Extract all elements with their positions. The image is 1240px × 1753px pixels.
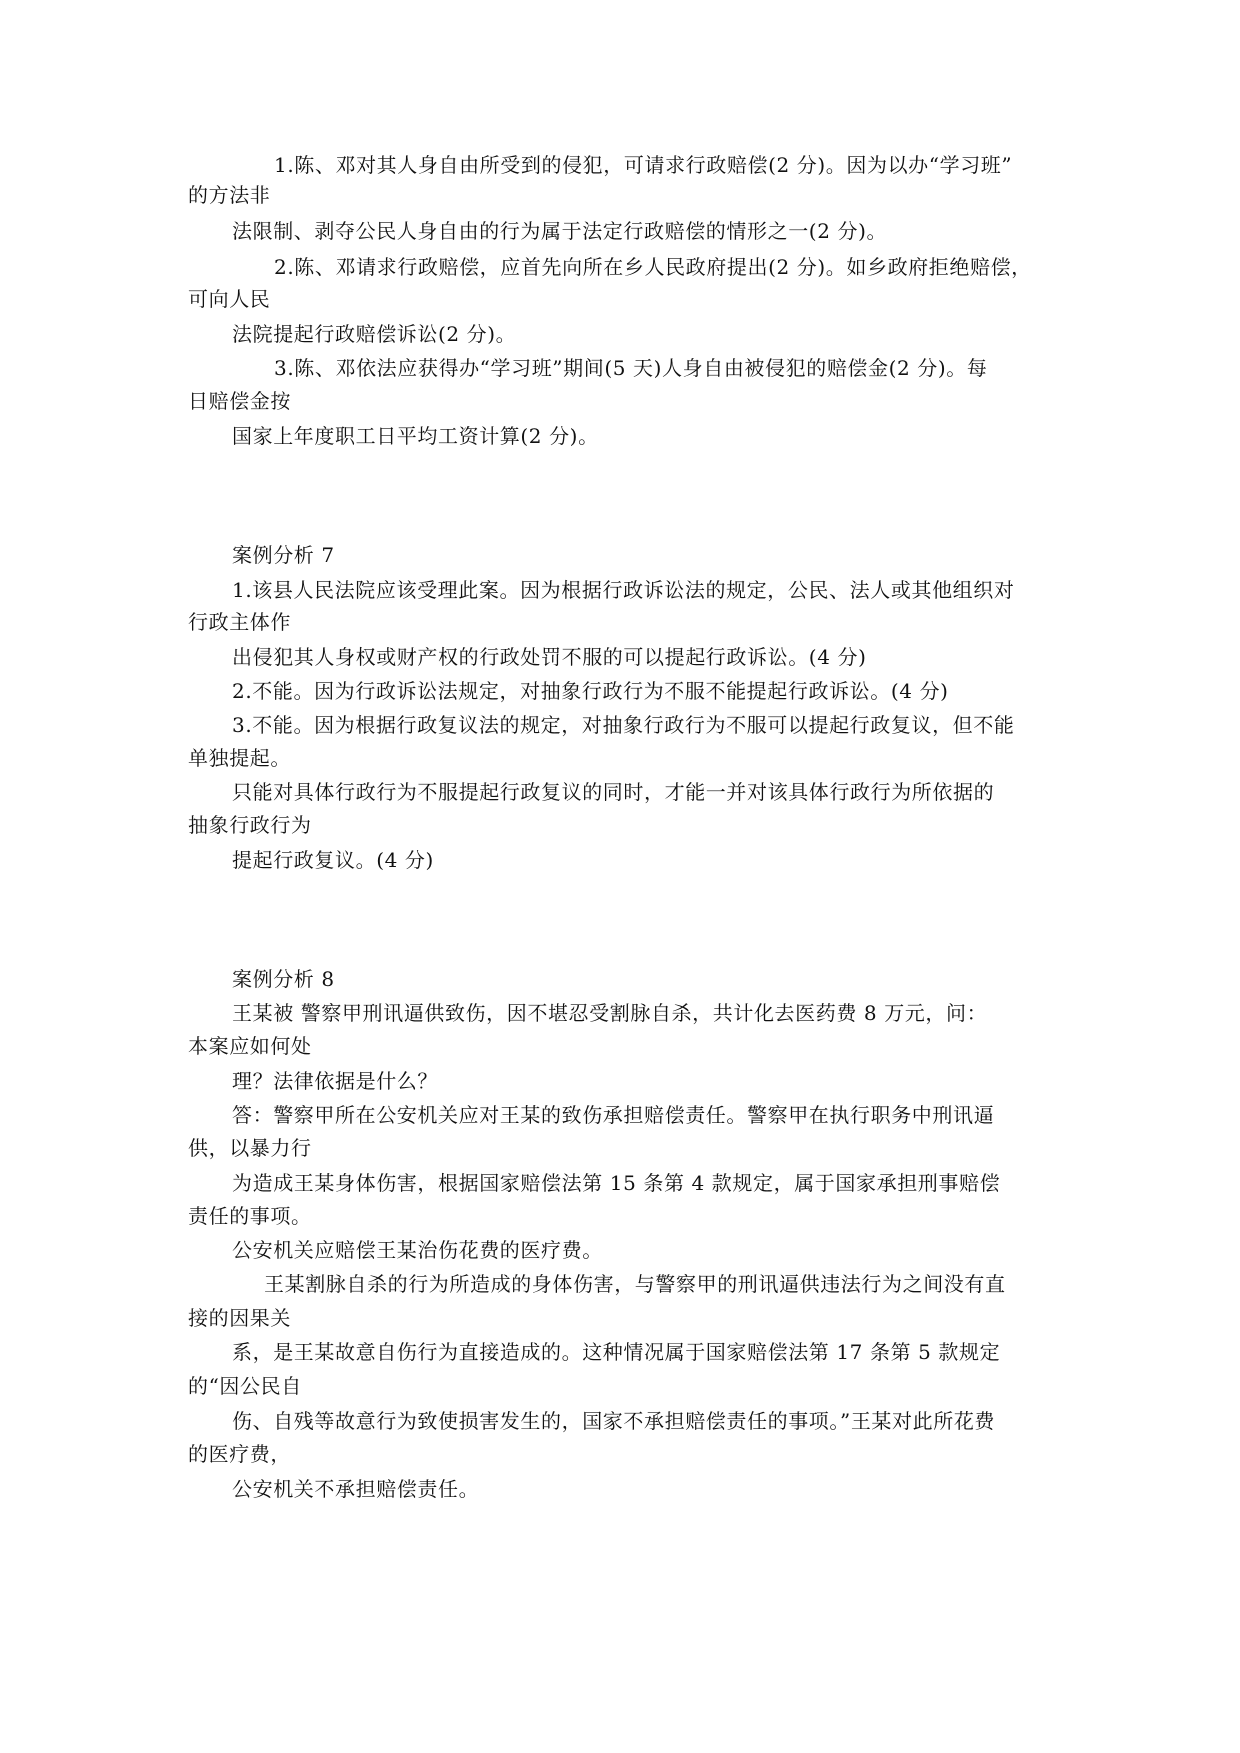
answer-line: 伤、自残等故意行为致使损害发生的，国家不承担赔偿责任的事项。”王某对此所花费 <box>232 1409 996 1433</box>
answer-line: 责任的事项。 <box>188 1204 312 1228</box>
answer-line: 答：警察甲所在公安机关应对王某的致伤承担赔偿责任。警察甲在执行职务中刑讯逼 <box>232 1103 995 1127</box>
answer-line: 提起行政复议。(4 分) <box>232 848 434 872</box>
question-line: 理？法律依据是什么？ <box>232 1069 438 1093</box>
answer-line: 的“因公民自 <box>188 1374 302 1398</box>
answer-line: 接的因果关 <box>188 1306 291 1330</box>
case-heading-8: 案例分析 8 <box>232 967 335 991</box>
answer-line: 2.陈、邓请求行政赔偿，应首先向所在乡人民政府提出(2 分)。如乡政府拒绝赔偿， <box>274 255 1032 279</box>
answer-line: 日赔偿金按 <box>188 389 291 413</box>
answer-line: 2.不能。因为行政诉讼法规定，对抽象行政行为不服不能提起行政诉讼。(4 分) <box>232 679 949 703</box>
question-line: 本案应如何处 <box>188 1034 312 1058</box>
answer-line: 3.不能。因为根据行政复议法的规定，对抽象行政行为不服可以提起行政复议，但不能 <box>232 713 1015 737</box>
case-heading-7: 案例分析 7 <box>232 543 335 567</box>
answer-line: 国家上年度职工日平均工资计算(2 分)。 <box>232 424 599 448</box>
answer-line: 的方法非 <box>188 183 271 207</box>
answer-line: 法限制、剥夺公民人身自由的行为属于法定行政赔偿的情形之一(2 分)。 <box>232 219 888 243</box>
answer-line: 为造成王某身体伤害，根据国家赔偿法第 15 条第 4 款规定，属于国家承担刑事赔偿 <box>232 1171 1001 1195</box>
answer-line: 王某割脉自杀的行为所造成的身体伤害，与警察甲的刑讯逼供违法行为之间没有直 <box>264 1272 1006 1296</box>
answer-line: 公安机关不承担赔偿责任。 <box>232 1477 480 1501</box>
answer-line: 行政主体作 <box>188 610 291 634</box>
answer-line: 出侵犯其人身权或财产权的行政处罚不服的可以提起行政诉讼。(4 分) <box>232 645 867 669</box>
answer-line: 只能对具体行政行为不服提起行政复议的同时，才能一并对该具体行政行为所依据的 <box>232 780 995 804</box>
answer-line: 公安机关应赔偿王某治伤花费的医疗费。 <box>232 1238 603 1262</box>
answer-line: 的医疗费， <box>188 1442 291 1466</box>
answer-line: 供，以暴力行 <box>188 1136 312 1160</box>
answer-line: 1.该县人民法院应该受理此案。因为根据行政诉讼法的规定，公民、法人或其他组织对 <box>232 578 1015 602</box>
answer-line: 1.陈、邓对其人身自由所受到的侵犯，可请求行政赔偿(2 分)。因为以办“学习班” <box>274 153 1013 177</box>
question-line: 王某被 警察甲刑讯逼供致伤，因不堪忍受割脉自杀，共计化去医药费 8 万元，问： <box>232 1001 988 1025</box>
answer-line: 抽象行政行为 <box>188 813 312 837</box>
answer-line: 单独提起。 <box>188 746 291 770</box>
answer-line: 可向人民 <box>188 287 271 311</box>
answer-line: 系，是王某故意自伤行为直接造成的。这种情况属于国家赔偿法第 17 条第 5 款规定 <box>232 1340 1001 1364</box>
answer-line: 法院提起行政赔偿诉讼(2 分)。 <box>232 322 517 346</box>
answer-line: 3.陈、邓依法应获得办“学习班”期间(5 天)人身自由被侵犯的赔偿金(2 分)。每 <box>274 356 988 380</box>
